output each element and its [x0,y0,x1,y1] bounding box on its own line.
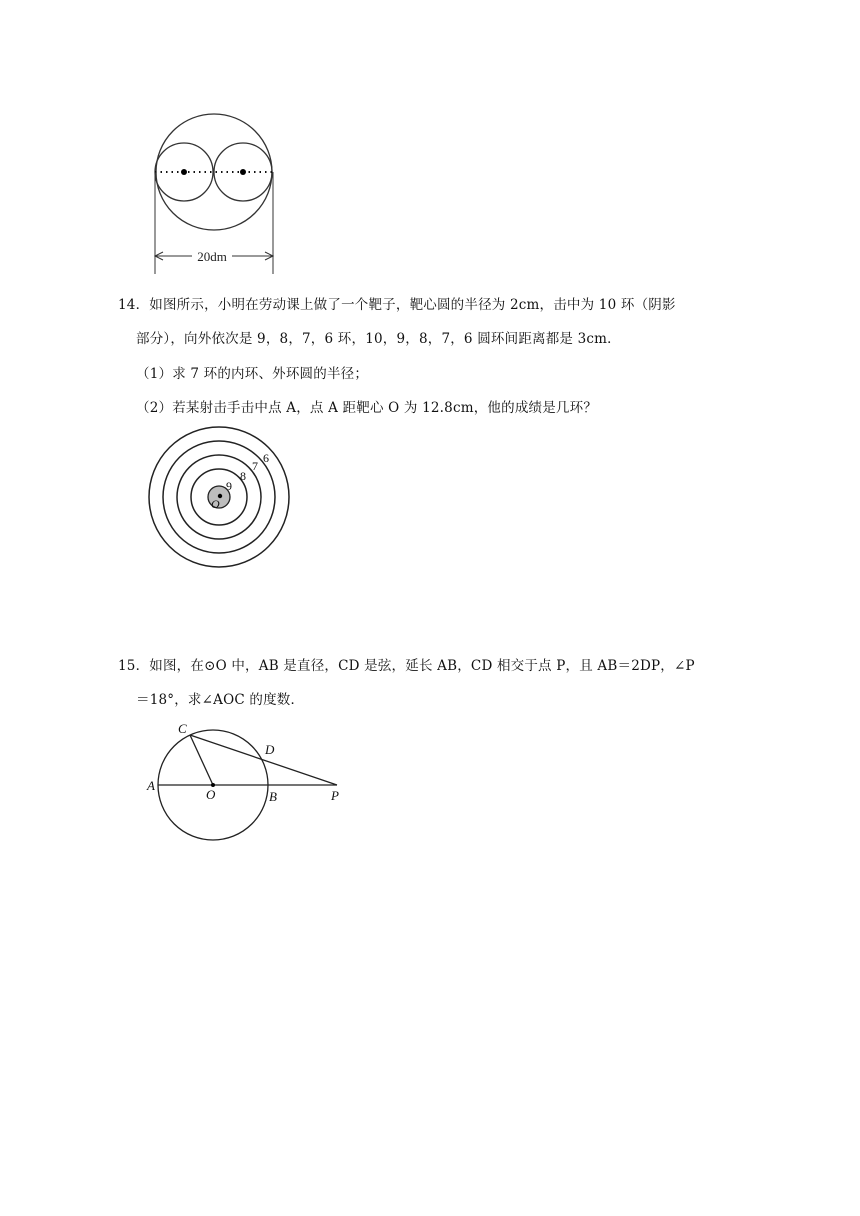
segment-CP [190,735,337,785]
ring-label-8: 8 [240,469,246,483]
circle-geometry-figure [145,718,360,843]
q14-sub-question-1: （1）求 7 环的内环、外环圆的半径； [136,366,369,382]
left-center-dot [181,169,187,175]
segment-OC [190,735,213,785]
q14-line-2: 部分），向外依次是 9，8，7，6 环，10，9，8，7，6 圆环间距离都是 3cm． [136,331,621,347]
label-A: A [147,778,155,793]
center-label-O: O [211,497,220,511]
q15-line-1: 15．如图，在⊙O 中，AB 是直径，CD 是弦，延长 AB，CD 相交于点 P，且 AB＝2DP，∠P [118,658,695,674]
target-figure [146,424,296,572]
ring-label-9: 9 [226,479,232,493]
q14-line-1: 14．如图所示，小明在劳动课上做了一个靶子，靶心圆的半径为 2cm，击中为 10 环（阴影 [118,297,676,313]
label-O: O [206,787,216,802]
circles-dimension-figure [140,106,290,280]
dimension-label: 20dm [197,249,227,264]
label-D: D [265,742,275,757]
ring-label-7: 7 [252,459,258,473]
label-P: P [331,788,339,803]
q15-line-2: ＝18°，求∠AOC 的度数． [136,692,305,708]
right-center-dot [240,169,246,175]
label-C: C [178,721,187,736]
label-B: B [269,789,277,804]
ring-label-6: 6 [263,451,269,465]
q14-sub-question-2: （2）若某射击手击中点 A，点 A 距靶心 O 为 12.8cm，他的成绩是几环？ [136,400,598,416]
